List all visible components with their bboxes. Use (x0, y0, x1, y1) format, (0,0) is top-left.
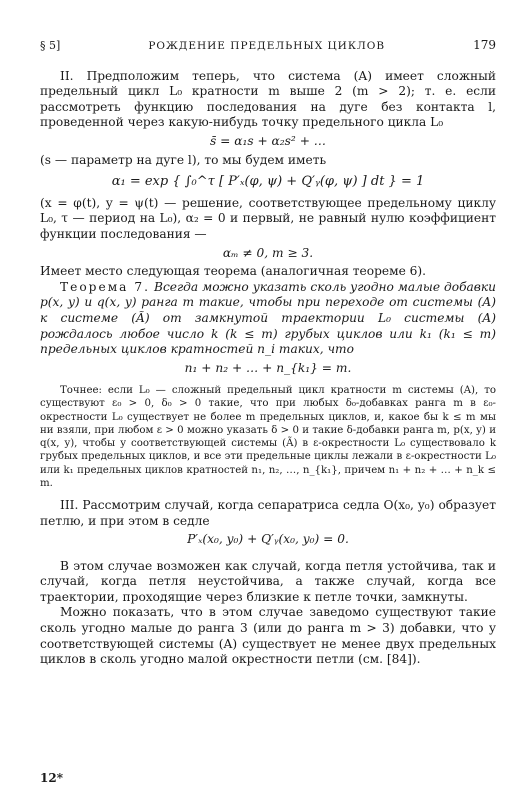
page-number: 179 (473, 38, 496, 52)
running-header (40, 38, 496, 55)
section-ref: § 5] (40, 39, 61, 52)
spacer (40, 551, 496, 559)
paragraph-loop-cases: В этом случае возможен как случай, когда петля устойчива, так и случай, когда петля неустойчива, а также случай, когда все траектории, проходящие через близкие к петле точки, замкнуты. (40, 558, 496, 604)
paragraph-ii: II. Предположим теперь, что система (A) имеет сложный предельный цикл L₀ кратности m выше 2 (m > 2); т. е. если рассмотреть функцию последования на дуге без контакта l, проведенной через какую-нибудь точку предельного цикла L₀ (40, 68, 496, 130)
paragraph-can-show: Можно показать, что в этом случае заведомо существуют такие сколь угодно малые до ранга 3 (или до ранга m > 3) добавки, что у соответствующей системы (A) существует не менее двух предельных циклов в сколь угодно малой окрестности петли (см. [84]). (40, 605, 496, 667)
theorem-heading: Теорема 7. (60, 279, 151, 294)
paragraph-solution: (x = φ(t), y = ψ(t) — решение, соответствующее предельному циклу L₀, τ — период на L₀), α₂ = 0 и первый, не равный нулю коэффициент функции последования — (40, 195, 496, 241)
running-title: РОЖДЕНИЕ ПРЕДЕЛЬНЫХ ЦИКЛОВ (148, 40, 386, 52)
formula-successor: s̄ = α₁s + α₂s² + … (210, 133, 326, 148)
formula-alpha1: α₁ = exp { ∫₀^τ [ P′ₓ(φ, ψ) + Q′ᵧ(φ, ψ) ] dt } = 1 (111, 174, 425, 190)
theorem-statement: Всегда можно указать сколь угодно малые добавки p(x, y) и q(x, y) ранга m такие, чтобы при переходе от системы (A) к системе (Ã) от замкнутой траектории L₀ системы (A) рождалось любое число k (k ≤ m) грубых циклов или k₁ (k₁ ≤ m) предельных циклов кратностей n_i таких, что (40, 279, 496, 357)
formula-alpham: αₘ ≠ 0, m ≥ 3. (222, 245, 314, 260)
formula-saddle: P′ₓ(x₀, y₀) + Q′ᵧ(x₀, y₀) = 0. (187, 532, 349, 547)
paragraph-parameter: (s — параметр на дуге l), то мы будем иметь (40, 152, 327, 167)
small-print-remark (40, 384, 496, 490)
paragraph-theorem-intro: Имеет место следующая теорема (аналогичная теореме 6). (40, 264, 427, 279)
remark-text: Точнее: если L₀ — сложный предельный цикл кратности m системы (A), то существуют ε₀ > 0, δ₀ > 0 такие, что при любых δ₀-добавках ранга m в ε₀-окрестности L₀ существует не более m предельных циклов, и, какое бы k ≤ m мы ни взяли, при любом ε > 0 можно указать δ > 0 и такие δ-добавки ранга m, p(x, y) и q(x, y), чтобы у соответствующей системы (Ã) в ε-окрестности L₀ существовало k грубых предельных циклов, и все эти предельные циклы лежали в ε-окрестности L₀ или k₁ предельных циклов кратностей n₁, n₂, …, n_{k₁}, причем n₁ + n₂ + … + n_k ≤ m. (40, 385, 496, 489)
formula-multiplicity-sum: n₁ + n₂ + … + n_{k₁} = m. (184, 360, 352, 375)
signature-mark: 12* (40, 771, 63, 785)
paragraph-iii: III. Рассмотрим случай, когда сепаратриса седла O(x₀, y₀) образует петлю, и при этом в седле (40, 497, 496, 528)
theorem-7 (40, 280, 496, 358)
book-page (40, 38, 496, 668)
